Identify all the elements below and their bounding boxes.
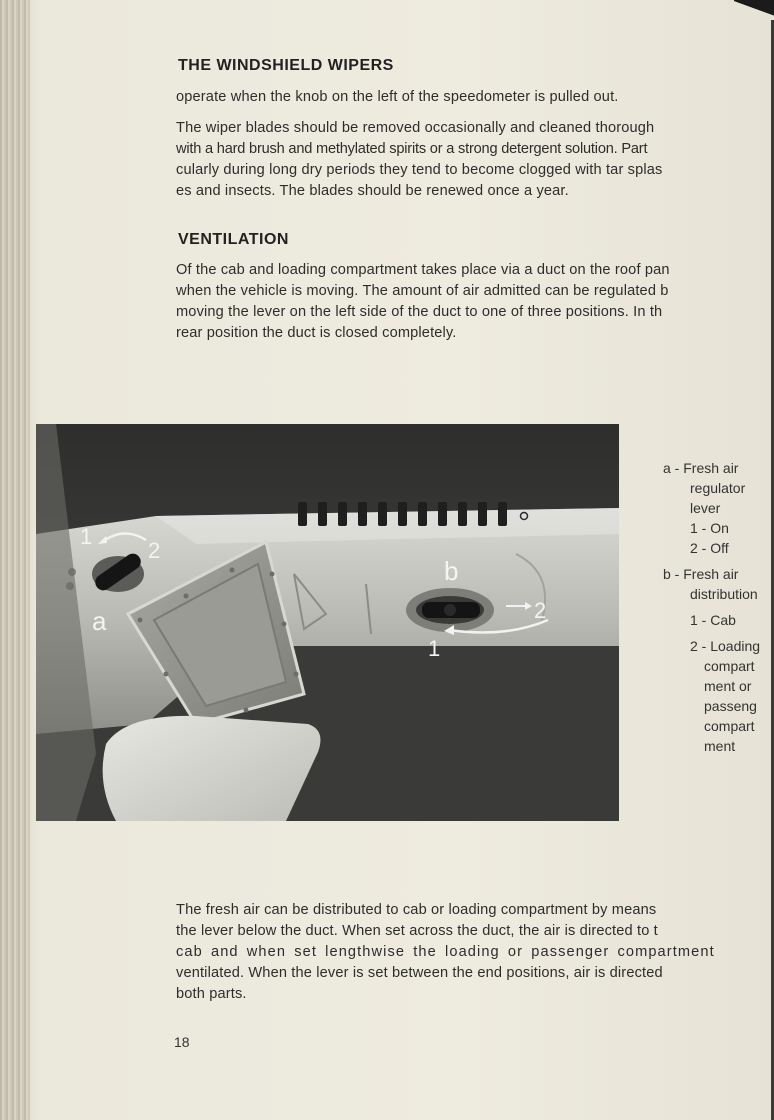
legend-b-option-2-line-4: passeng [704, 698, 757, 714]
photo-label-a: a [92, 606, 107, 636]
ventilation-line-3: moving the lever on the left side of the duct to one of three positions. In th [176, 304, 663, 320]
ventilation-line-1: Of the cab and loading compartment takes place via a duct on the roof pan [176, 262, 670, 278]
page-number: 18 [174, 1034, 190, 1050]
distribution-line-5: both parts. [176, 986, 247, 1002]
wipers-heading: THE WINDSHIELD WIPERS [178, 57, 394, 74]
legend-a-option-2: 2 - Off [690, 540, 729, 556]
legend-b-option-2: 2 - Loading [690, 638, 761, 654]
legend-a-title: a - Fresh air [663, 460, 739, 476]
legend-b-option-2-line-2: compart [704, 658, 755, 674]
photo-label-b1: 1 [428, 636, 441, 661]
photo-legend [663, 458, 771, 756]
photo-label-b: b [444, 556, 459, 586]
legend-a-option-1: 1 - On [690, 520, 729, 536]
page-corner-shadow [734, 0, 774, 24]
book-spine [0, 0, 30, 1120]
fresh-air-distribution-lever [406, 588, 494, 632]
photo-label-a1: 1 [80, 524, 93, 549]
photo-label-b2: 2 [534, 598, 547, 623]
legend-b-option-1: 1 - Cab [690, 612, 736, 628]
photo-label-a2: 2 [148, 538, 161, 563]
legend-b-option-2-line-5: compart [704, 718, 755, 734]
wipers-line-3: with a hard brush and methylated spirits or a strong detergent solution. Part [176, 141, 648, 157]
wipers-line-5: es and insects. The blades should be renewed once a year. [176, 183, 569, 199]
ventilation-line-4: rear position the duct is closed completely. [176, 325, 457, 341]
duct-illustration [36, 424, 619, 821]
distribution-line-3: cab and when set lengthwise the loading or passenger compartment [176, 944, 715, 960]
ventilation-heading: VENTILATION [178, 231, 289, 248]
distribution-line-1: The fresh air can be distributed to cab or loading compartment by means [176, 902, 657, 918]
wipers-line-2: The wiper blades should be removed occasionally and cleaned thorough [176, 120, 655, 136]
legend-b-line-2: distribution [690, 586, 758, 602]
legend-a-line-2: regulator [690, 480, 746, 496]
ventilation-line-2: when the vehicle is moving. The amount of air admitted can be regulated b [176, 283, 669, 299]
wipers-line-1: operate when the knob on the left of the speedometer is pulled out. [176, 89, 619, 105]
ventilation-duct-photo [36, 424, 619, 821]
distribution-line-2: the lever below the duct. When set across the duct, the air is directed to t [176, 923, 658, 939]
wipers-line-4: cularly during long dry periods they tend to become clogged with tar splas [176, 162, 663, 178]
legend-b-option-2-line-6: ment [704, 738, 736, 754]
legend-a-line-3: lever [690, 500, 721, 516]
distribution-line-4: ventilated. When the lever is set between the end positions, air is directed [176, 965, 663, 981]
legend-b-option-2-line-3: ment or [704, 678, 752, 694]
legend-b-title: b - Fresh air [663, 566, 739, 582]
